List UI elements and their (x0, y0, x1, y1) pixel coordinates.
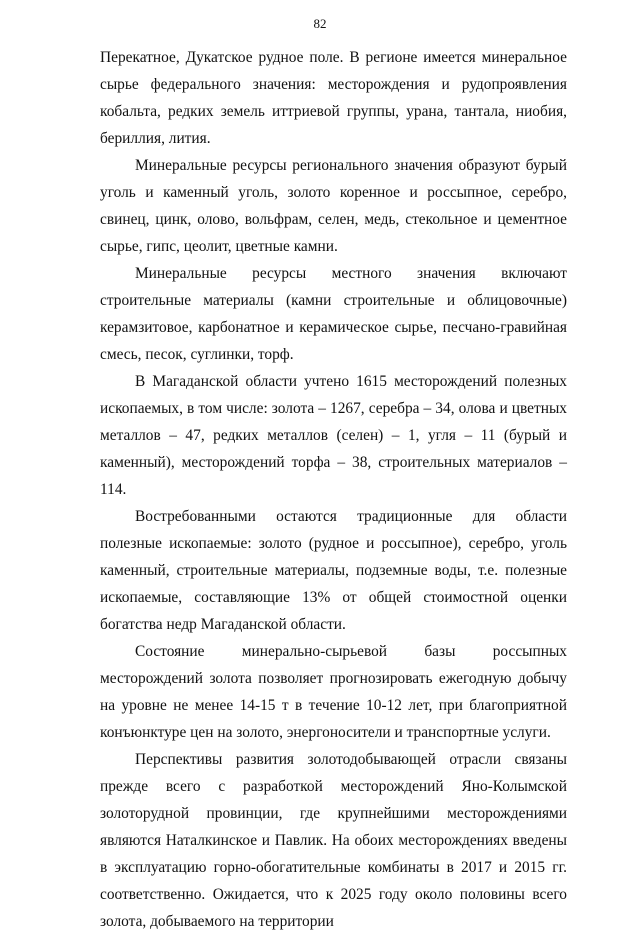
paragraph-regional-resources: Минеральные ресурсы регионального значения образуют бурый уголь и каменный уголь, золото коренное и россыпное, серебро, свинец, цинк, олово, вольфрам, селен, медь, стекольное и цементное сырье, гипс, цеолит, цветные камни. (100, 157, 567, 255)
paragraph-gold-industry-prospects: Перспективы развития золотодобывающей отрасли связаны прежде всего с разработкой месторождений Яно-Колымской золоторудной провинции, где крупнейшими месторождениями являются Наталкинское и Павлик. На обоих месторождениях введены в эксплуатацию горно-обогатительные комбинаты в 2017 и 2015 гг. соответственно. Ожидается, что к 2025 году около половины всего золота, добываемого на территории (100, 751, 567, 930)
paragraph-demanded-minerals: Востребованными остаются традиционные для области полезные ископаемые: золото (рудное и россыпное), серебро, уголь каменный, строительные материалы, подземные воды, т.е. полезные ископаемые, составляющие 13% от общей стоимостной оценки богатства недр Магаданской области. (100, 508, 567, 633)
paragraph-federal-minerals: Перекатное, Дукатское рудное поле. В регионе имеется минеральное сырье федерального значения: месторождения и рудопроявления кобальта, редких земель иттриевой группы, урана, тантала, ниобия, бериллия, лития. (100, 49, 567, 147)
paragraph-local-resources: Минеральные ресурсы местного значения включают строительные материалы (камни строительные и облицовочные) керамзитовое, карбонатное и керамическое сырье, песчано-гравийная смесь, песок, суглинки, торф. (100, 265, 567, 363)
paragraph-placer-gold-base: Состояние минерально-сырьевой базы россыпных месторождений золота позволяет прогнозировать ежегодную добычу на уровне не менее 14-15 т в течение 10-12 лет, при благоприятной конъюнктуре цен на золото, энергоносители и транспортные услуги. (100, 643, 567, 741)
page-number: 82 (313, 16, 327, 31)
paragraph-deposits-count: В Магаданской области учтено 1615 месторождений полезных ископаемых, в том числе: золота – 1267, серебра – 34, олова и цветных металлов – 47, редких металлов (селен) – 1, угля – 11 (бурый и каменный), месторождений торфа – 38, строительных материалов – 114. (100, 373, 567, 498)
document-body (100, 44, 567, 935)
